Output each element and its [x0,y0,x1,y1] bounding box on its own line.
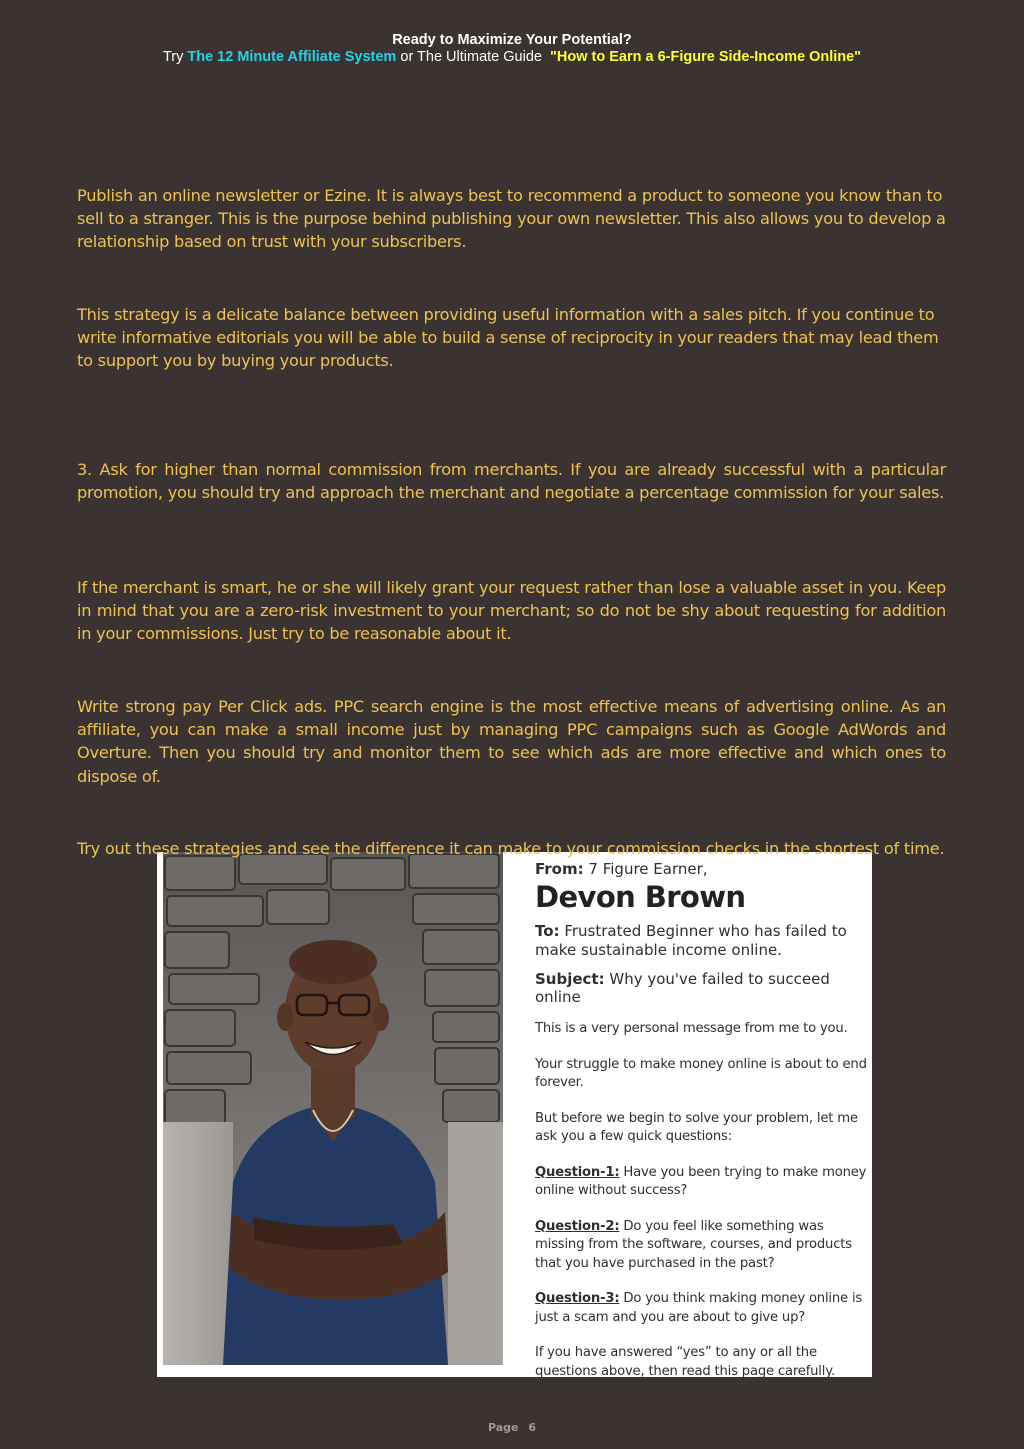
question-2-text: Do you feel like something was missing from the software, courses, and products that you have purchased in the past? [535,1218,852,1271]
letter-closing: If you have answered “yes” to any or all the questions above, then read this page carefully. [535,1345,835,1379]
letter-subject [535,970,871,1006]
paragraph-strategy-balance: This strategy is a delicate balance between providing useful information with a sales pitch. If you continue to write informative editorials you will be able to build a sense of reciprocity in your readers that may lead them to support you by buying your products. [77,305,939,371]
sales-letter-card[interactable] [157,852,872,1377]
promo-try-prefix: Try [162,49,184,65]
from-value: 7 Figure Earner, [588,860,708,878]
subject-label: Subject: [535,970,605,988]
letter-before: But before we begin to solve your problem, let me ask you a few quick questions: [535,1110,858,1144]
to-label: To: [535,922,560,940]
portrait-illustration [163,852,503,1365]
sales-letter [535,860,871,1398]
question-2-label: Question-2: [535,1218,620,1234]
affiliate-system-link[interactable]: The 12 Minute Affiliate System [187,49,397,65]
page-footer [0,1421,1024,1434]
devon-brown-photo [163,852,503,1365]
from-label: From: [535,860,584,878]
paragraph-higher-commission: 3. Ask for higher than normal commission from merchants. If you are already successful with a particular promotion, you should try and approach the merchant and negotiate a percentage commission for your sales. [77,460,946,503]
sender-name: Devon Brown [535,880,746,914]
letter-intro: This is a very personal message from me to you. [535,1021,848,1036]
to-value: Frustrated Beginner who has failed to make sustainable income online. [535,922,847,959]
question-3-text: Do you think making money online is just a scam and you are about to give up? [535,1291,863,1325]
paragraph-smart-merchant: If the merchant is smart, he or she will likely grant your request rather than lose a valuable asset in you. Keep in mind that you are a zero-risk investment to your merchant; so do not be shy about requesting for addition in your commissions. Just try to be reasonable about it. [77,578,946,644]
promo-headline: Ready to Maximize Your Potential? [392,32,632,48]
page-label: Page [487,1421,519,1434]
question-3 [535,1290,871,1327]
promo-line [0,49,1024,66]
question-1-text: Have you been trying to make money online without success? [535,1164,867,1198]
paragraph-ppc-ads: Write strong pay Per Click ads. PPC search engine is the most effective means of advertising online. As an affiliate, you can make a small income just by managing PPC campaigns such as Google AdWords and Overture. Then you should try and monitor them to see which ads are more effective and which ones to dispose of. [77,697,946,786]
paragraph-try-strategies: Try out these strategies and see the difference it can make to your commission checks in the shortest of time. [77,839,945,858]
page-number: 6 [528,1421,537,1434]
ultimate-guide-link[interactable]: "How to Earn a 6-Figure Side-Income Online" [550,49,862,65]
letter-struggle: Your struggle to make money online is about to end forever. [535,1056,867,1090]
paragraph-newsletter: Publish an online newsletter or Ezine. It is always best to recommend a product to someone you know than to sell to a stranger. This is the purpose behind publishing your own newsletter. This also allows you to develop a relationship based on trust with your subscribers. [77,186,946,252]
question-2 [535,1218,871,1274]
letter-from [535,860,871,878]
question-1-label: Question-1: [535,1164,620,1180]
promo-header [0,32,1024,66]
promo-middle-text: or The Ultimate Guide [400,49,542,65]
letter-to [535,922,871,960]
question-1 [535,1164,871,1201]
question-3-label: Question-3: [535,1291,620,1306]
subject-value: Why you've failed to succeed online [535,970,830,1006]
